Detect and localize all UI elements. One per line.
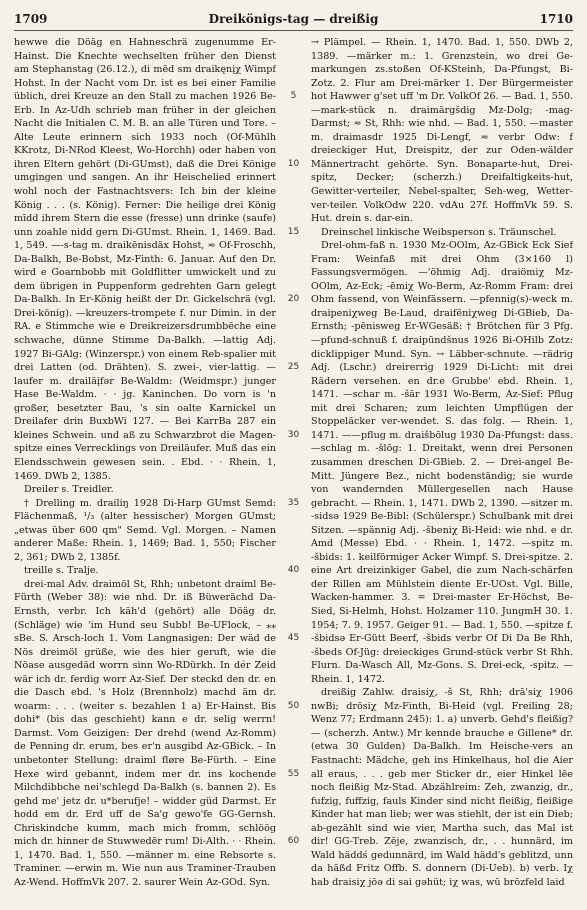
- line-number: 35: [287, 497, 300, 508]
- line-number: 20: [287, 294, 300, 305]
- line-number: 45: [287, 633, 300, 644]
- header-rule: [14, 30, 573, 31]
- dictionary-entry: dreißig Zahlw. draisiχ, -š St, Rhh; drā'siχ 1906 nwBi; drōsiχ Mz-Finth, Bi-Heid (vgl. Freiling 28; Wenz 77; Erdmann 245): 1. a) unverb. Gehd's fleißig? — (scherzh. Antw.) Mr kennde brauche e Gillene* dr. (etwa 30 Gulden) Da-Balkh. Im Heische-vers an Fastnacht: Mädche, geh ins Hinkelhaus, hol die Aier all eraus, . . . geb mer Sticker dr., eier Hinkel lēe noch fleißig Mz-Stad. Abzählreim: Zeh, zwanzig, dr., fufzig, fuffzig, fauls Kinder sind nicht fleißig, fleißige Kinder hat man lieb; wer was stiehlt, der ist ein Dieb; ab-gezählt sind wie vier, Martha such, das Mal ist dir! GG-Treb. Zēje, zwanzisch, dr., . . hunnärd, im Wald häddś gedunnärd, im Wald hädd's geblitzd, unn da hāßd Fritz Offb. S. donnern (Di-Ueb). b) verb. Iχ hab draisiχ jōə di sai gəhüt; iχ was, wū brōzfeld laid: [311, 687, 573, 888]
- page-header: [14, 10, 573, 28]
- dictionary-entry: hewwe die Döäg en Hahneschrä zugenumme Er-Hainst. Die Knechte wechselten früher den Dienst am Stephanstag (26.12.), di mēd sm draikęnįχ Wimpf Hohst. In der Nacht vom Dr. ist es bei einer Familie üblich, drei Kreuze an den Stall zu machen 1926 Be-Erb. In Az-Udh schrieb man früher in der gleichen Nacht die Initialen C. M. B. an alle Türen und Tore. – Alte Leute erinnern sich 1933 noch (Of-Mühlh KKrotz, Di-NRod Kleest, Wo-Horchh) oder haben von ihren Eltern gehört (Di-GUmst), daß die Drei Könige umgingen und sangen. An ihr Heischelied erinnert wohl noch der Fastnachtsvers: Ich bin der kleine König . . . (s. König). Ferner: Die heilige drei König mīdd ihrem Stern die esse (fresse) unn drinke (saufe) unn zoahle nidd gern Di-GUmst. Rhein. 1, 1469. Bad. 1, 549. —-s-tag m. draikēnisdäx Hohst, ≂ Of-Froschh, Da-Balkh, Be-Bobst, Mz-Finth: 6. Januar. Auf den Dr. wird e Goarnbobb mit Goldflitter umwickelt und zu dem übrigen in Puppenform gedrehten Garn gelegt Da-Balkh. In Er-König heißt der Dr. Gickelschrä (vgl. Drei-könig). —kreuzers-trompete f. nur Dimin. in der RA. e Stimmche wie e Dreikreizersdrumbbēche eine schwache, dünne Stimme Da-Balkh. —lattig Adj. 1927 Bi-GAlg: (Winzerspr.) von einem Reb-spalier mit drei Latten (od. Drähten). S. zwei-, vier-lattig. —laufer m. drailäįfər Be-Waldm: (Weidmspr.) junger Hase Be-Waldm. · · jg. Kaninchen. Do vorn is 'n großer, besetzter Bau, 's sin oalte Karnickel un Dreilafer drin BuxbWi 127. — Bei KarrBa 287 ein kleines Schwein. und aß zu Schwarzbrot die Magen-spitze eines Verrecklings von Dreiläufer. Muß das ein Elendsschwein gewesen sein. . Ebd. · · Rhein. 1, 1469. DWb 2, 1385.: [14, 37, 276, 482]
- dictionary-entry: Dreinschel linkische Weibsperson s. Träunschel.: [321, 226, 557, 238]
- line-number: 10: [287, 158, 300, 169]
- line-number: 25: [287, 362, 300, 373]
- left-page-number: 1709: [14, 12, 48, 26]
- line-number: 40: [287, 565, 300, 576]
- page-title: Dreikönigs-tag — dreißig: [208, 12, 379, 26]
- line-number: 50: [287, 700, 300, 711]
- line-number: 15: [287, 226, 300, 237]
- line-number: 60: [287, 836, 300, 847]
- line-number: 30: [287, 429, 300, 440]
- right-page-number: 1710: [539, 12, 573, 26]
- dictionary-entry: treille s. Tralje.: [24, 565, 99, 577]
- line-number-gutter: [276, 36, 311, 896]
- dictionary-entry: Drel-ohm-faß n. 1930 Mz-OOlm, Az-GBick Eck Sief Fram: Weinfaß mit drei Ohm (3×160 l) Fassungsvermögen. —'öhmig Adj. draiömiχ Mz-OOlm, Az-Eck; -ēmiχ Wo-Berm, Az-Romm Fram: drei Ohm fassend, von Weinfässern. —pfennig(s)-weck m. draipeniχweg Be-Laud, draifēniχweg Di-GBieb, Da-Ernsth; -pēnisweg Er-WGesäß: † Brötchen für 3 Pfg. —pfund-schnuß f. draipūndšnus 1926 Bi-OHilb Zotz: dicklippiger Mund. Syn. → Läbber-schnute. —rädrig Adj. (Lschr.) dreirerrig 1929 Di-Licht: mit drei Rädern versehen. en dr.e Grubbe' ebd. Rhein. 1, 1471. —schar m. -šār 1931 Wo-Berm, Az-Sief: Pflug mit drei Scharen; zum leichten Umpflügen der Stoppeläcker ver-wendet. S. das folg. — Rhein. 1, 1471. ——pflug m. draišbōlug 1930 Da-Pfungst: dass. —schlag m. -šlōg: 1. Dreitakt, wenn drei Personen zusammen dreschen Di-GBieb. 2. — Drei-angel Be-Mitt. Jüngere Bez., nicht bodenständig; sie wurde von wandernden Müllergesellen nach Hause gebracht. — Rhein. 1, 1471. DWb 2, 1390. —sitzer m. -sidsə 1929 Be-Bibl: (Schülerspr.) Schulbank mit drei Sitzen. —spännig Adj. -šbeniχ Bi-Heid: wie nhd. e dr. Amd (Messe) Ebd. · · Rhein. 1, 1472. —spitz m. -šbids: 1. keilförmiger Acker Wimpf. S. Drei-spitze. 2. eine Art dreizinkiger Gabel, die zum Nach-schärfen der Rillen am Mühlstein diente Er-UOst. Vgl. Bille, Wacken-hammer. 3. = Drei-master Er-Höchst, Be-Sied, Si-Helmh, Hohst. Holzamer 110. JungmH 30. 1. 1954; 7. 9. 1957. Geiger 91. — Bad. 1, 550. —spitze f. -šbidsə Er-Gütt Beerf, -šbids verbr Of Di Da Be Rhh, -šbeds Of-Jüg: dreieckiges Grund-stück verbr St Rhh. Flurn. Da-Wasch All, Mz-Gons. S. Drei-eck, -spitz. — Rhein. 1, 1472.: [311, 240, 573, 685]
- line-number: 5: [290, 91, 297, 102]
- right-column: [311, 36, 573, 896]
- dictionary-entry: drei-mal Adv. draimöl St, Rhh; unbetont draiml Be-Fürth (Weber 38): wie nhd. Dr. iß Büwerächd Da-Ernsth, verbr. Ich käh'd (gehört) alle Döäg dr. (Schläge) wie 'im Hund seu Subb! Be-UFlock, – ⁎⁎ sBe. S. Arsch-loch 1. Vom Langnasigen: Der wäd de Nös dreimöl grüße, wie des hier geruft, wie die Nöase ausgedäd worrn sinn Wo-RDürkh. In dér Zeid wär ich dr. ferdig worr Az-Sief. Der steckd den dr. en die Dasch ebd. 's Holz (Brennholz) machd äm dr. woarm: . . . (weiter s. bezahlen 1 a) Er-Hainst. Bis dohi* (bis das geschieht) kann e dr. selig werrn! Darmst. Vom Geizigen: Der drehd (wend Az-Romm) de Penning dr. erum, bes er'n ausgibd Az-GBick. – In unbetonter Stellung: draiml fløre Be-Fürth. – Eine Hexe wird gebannt, indem mer dr. ins kochende Milchdibbche nei'schlegd Da-Balkh (s. bannen 2). Es gehd me' jetz dr. u*berufje! – widder güd Darmst. Er hodd em dr. Erd uff de Sa'g gewo'fe GG-Gernsh. Chriskindche kumm, mach mich fromm, schlöög mich dr. hinner de Stuwwedēr rum! Di-Alth. · · Rhein. 1, 1470. Bad. 1, 550. —männer m. eine Rebsorte s. Traminer. —erwin m. Wie nun aus Traminer-Trauben Az-Wend. HoffmVk 207. 2. saurer Wein Az-GOd. Syn.: [14, 578, 276, 888]
- left-column: [14, 36, 276, 896]
- line-number: 55: [287, 768, 300, 779]
- dictionary-entry: Dreiler s. Treidler.: [24, 484, 114, 496]
- dictionary-entry: → Plämpel. — Rhein. 1, 1470. Bad. 1, 550. DWb 2, 1389. —märker m.: 1. Grenzstein, wo drei Ge-markungen zs.stoßen Of-KSteinh, Da-Pfungst, Bi-Zotz. 2. Flur am Drei-märker 1. Der Bürgermeister hot Hawwer g'set uff 'm Dr. VolkOf 26. — Bad. 1, 550. —mark-stück n. draimārgšdig Mz-Dolg; -mag- Darmst; ≂ St, Rhh: wie nhd. — Bad. 1, 550. —master m. draimasdr 1925 Di-Lengf, ≂ verbr Odw: f dreieckiger Hut, Dreispitz, der zur Oden-wälder Männertracht gehörte. Syn. Bonaparte-hut, Drei-spitz, Decker; (scherzh.) Dreifaltigkeits-hut, Gewitter-verteiler, Nebel-spalter, Seh-weg, Wetter-ver-teiler. VolkOdw 220. vdAu 27f. HoffmVk 59. S. Hut. drein s. dar-ein.: [311, 37, 573, 225]
- dictionary-entry: † Drelling m. drailiŋ 1928 Di-Harp GUmst Semd: Flächenmaß, ¹/₃ (alter hessischer) Morgen GUmst; „etwas über 600 qm" Semd. Vgl. Morgen. – Namen anderer Maße: Rhein. 1, 1469; Bad. 1, 550; Fischer 2, 361; DWb 2, 1385f.: [14, 497, 276, 563]
